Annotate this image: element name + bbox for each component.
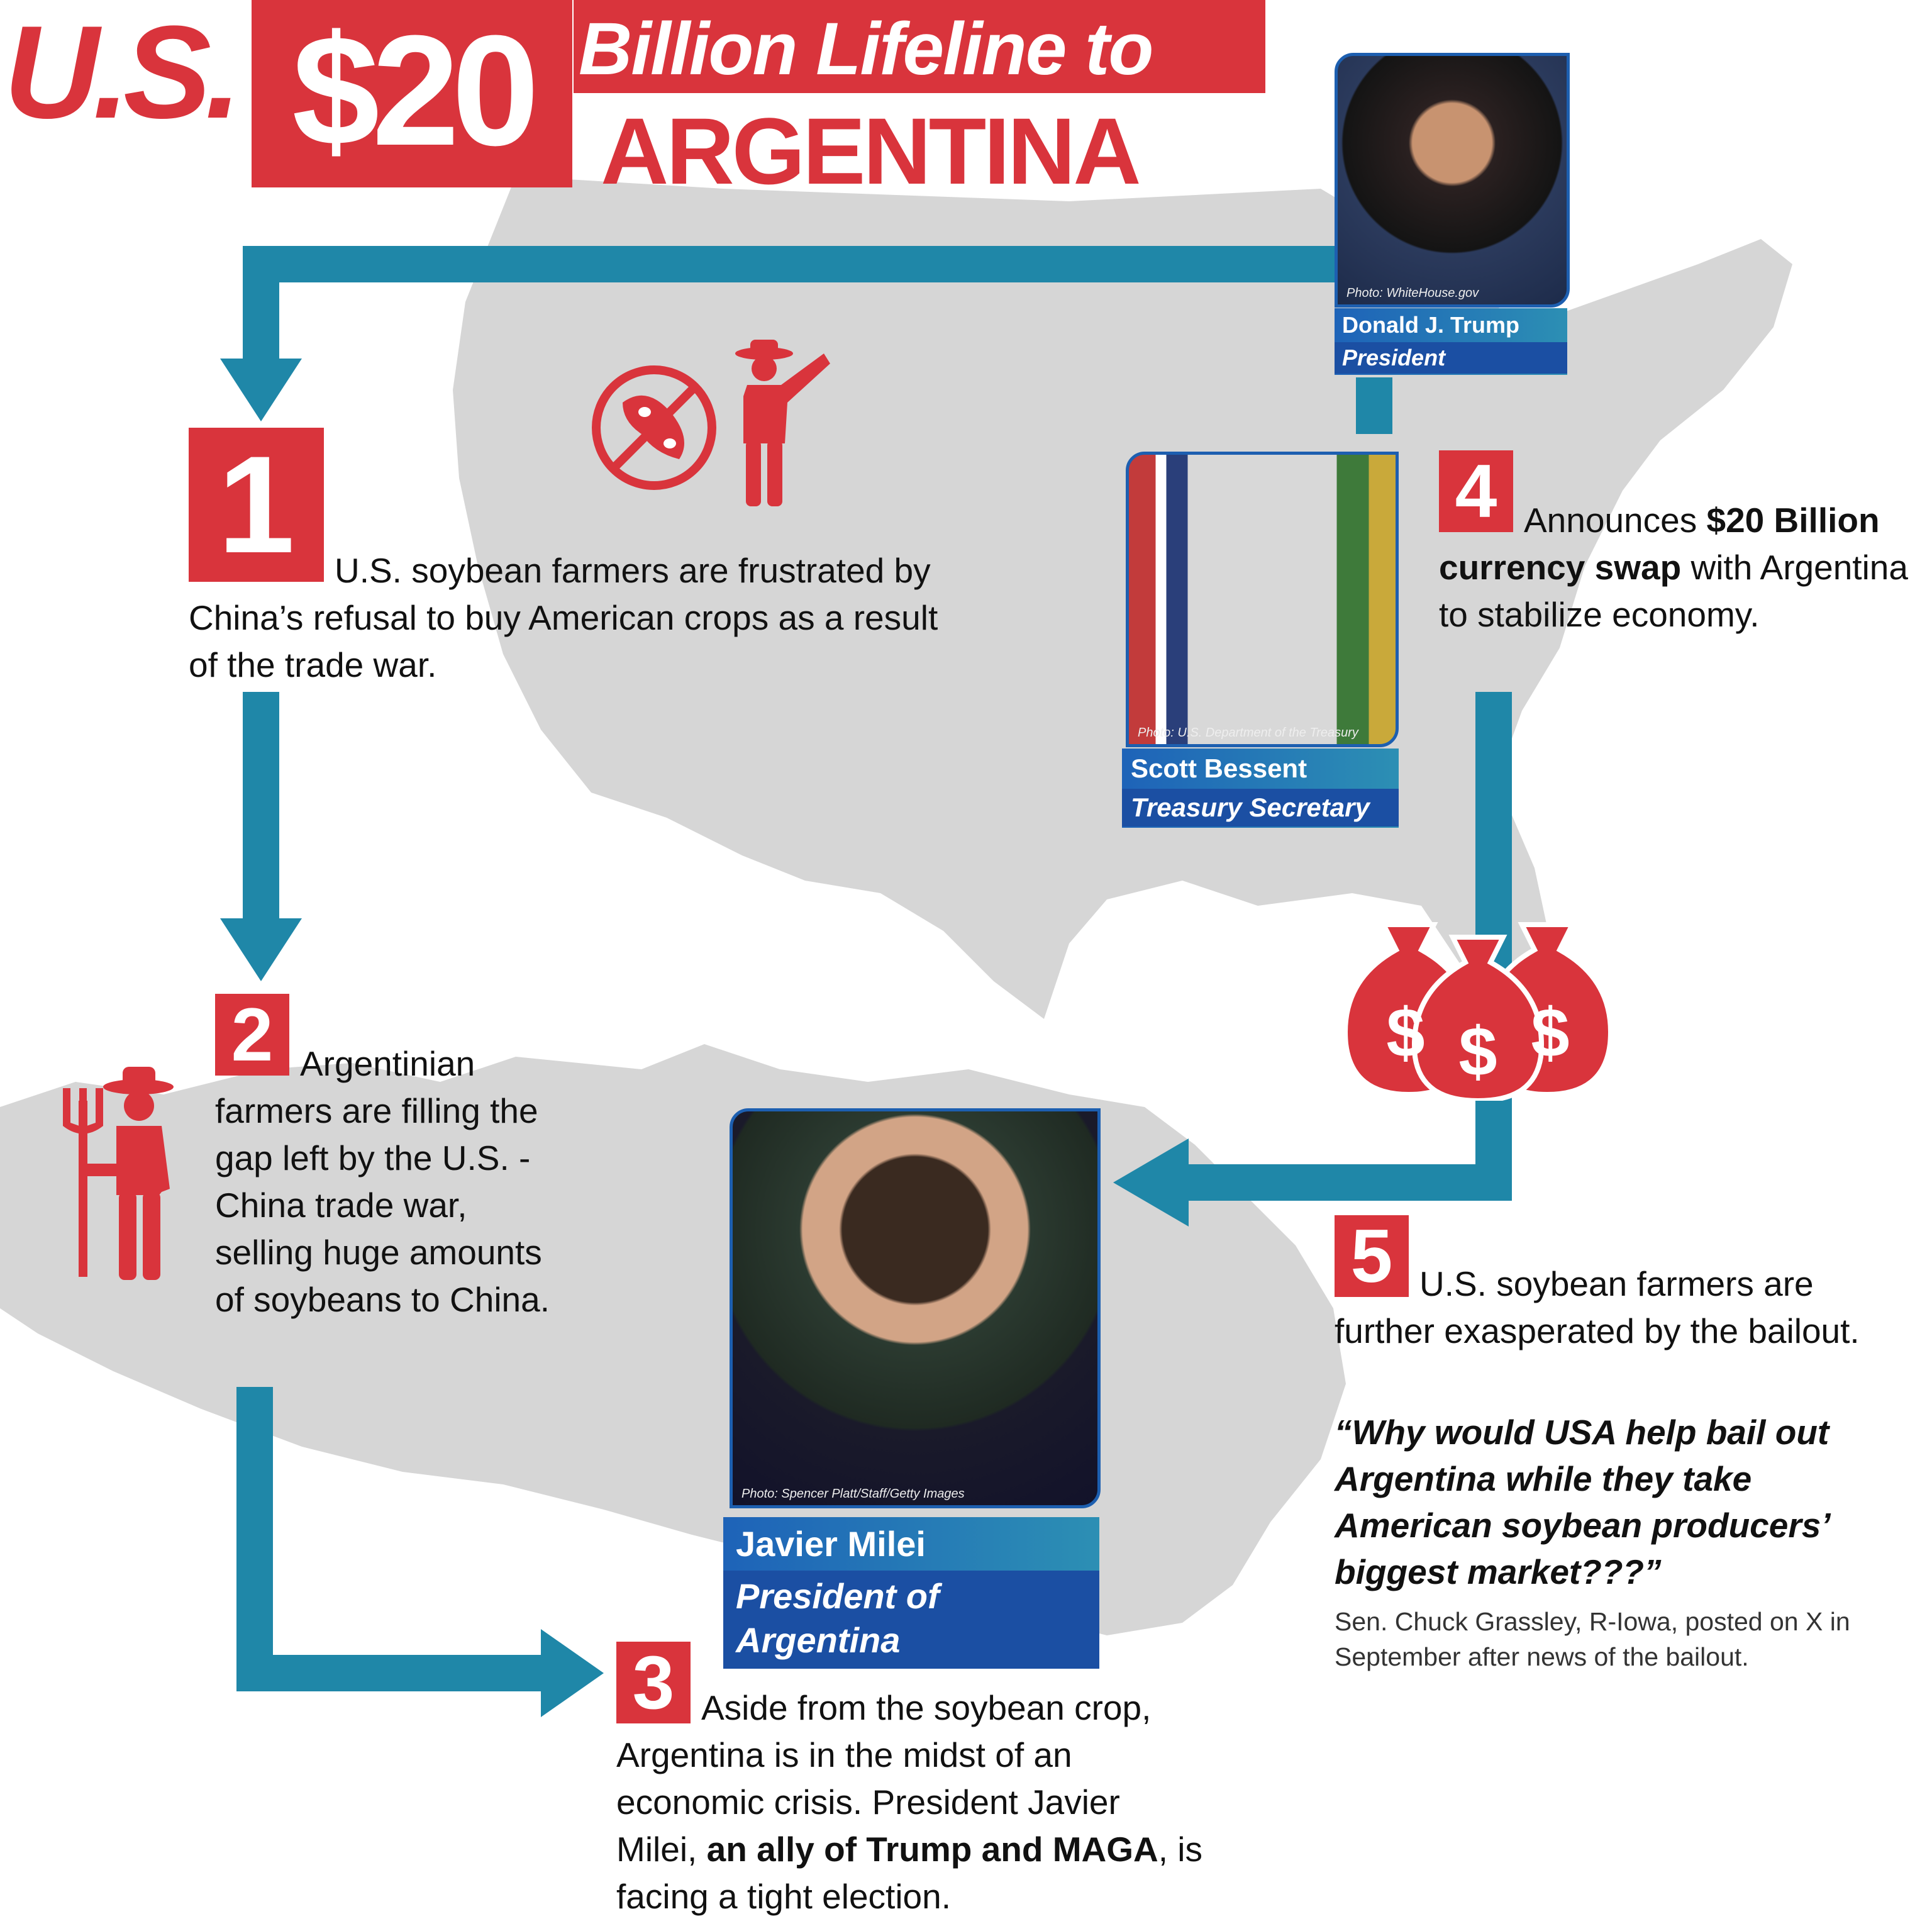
step3-wrap [616, 1684, 1208, 1920]
trump-photo-credit: Photo: WhiteHouse.gov [1346, 286, 1479, 300]
pitchfork-farmer-icon [60, 1063, 179, 1283]
step5-wrap [1335, 1260, 1869, 1355]
step3-text-end: , is facing a tight election. [616, 1830, 1203, 1916]
header-line2: ARGENTINA [601, 98, 1139, 204]
step4-text-a: Announces [1524, 501, 1707, 540]
step1-number-box: 1 [189, 428, 324, 582]
trump-name: Donald J. Trump [1342, 312, 1520, 338]
header-us: U.S. [4, 0, 236, 146]
bessent-photo-credit: Photo: U.S. Department of the Treasury [1138, 726, 1358, 740]
step4-wrap [1439, 497, 1929, 638]
milei-photo-credit: Photo: Spencer Platt/Staff/Getty Images [741, 1487, 965, 1501]
money-bags-icon [1340, 912, 1616, 1101]
no-soybean-icon [585, 359, 723, 497]
step4-paragraph [1439, 497, 1929, 638]
step1-text: U.S. soybean farmers are frustrated by China’s refusal to buy American crops as a result of the trade war. [189, 551, 938, 684]
trump-title: President [1335, 342, 1567, 374]
step3-text-bold: an ally of Trump and MAGA [706, 1830, 1158, 1869]
step2-text: Argentinian farmers are filling the gap left by the U.S. - China trade war, selling huge amounts of soybeans to China. [215, 1044, 550, 1319]
header-amount: $20 [292, 3, 532, 178]
svg-text:$: $ [1458, 1013, 1497, 1091]
step4-text-bold: $20 Billion currency swap [1439, 501, 1880, 587]
step5-text: U.S. soybean farmers are further exasperated by the bailout. [1335, 1264, 1860, 1350]
pointing-farmer-icon [730, 340, 830, 509]
step2-number-box: 2 [215, 994, 289, 1076]
milei-photo [730, 1108, 1101, 1508]
step4-text-b: with Argentina to stabilize economy. [1439, 548, 1908, 634]
step4-number-box: 4 [1439, 450, 1513, 532]
milei-caption [723, 1517, 1099, 1664]
step1-text-line1-wrap [189, 547, 975, 689]
bessent-photo [1126, 452, 1399, 747]
bessent-name: Scott Bessent [1131, 754, 1307, 783]
step3-number-box: 3 [616, 1642, 691, 1723]
china-map-silhouette [0, 1044, 1346, 1635]
step3-text: Aside from the soybean crop, Argentina is in the midst of an economic crisis. President Javier Milei, [616, 1688, 1152, 1869]
bessent-caption [1122, 748, 1399, 828]
step3-paragraph [616, 1684, 1208, 1920]
step5-number-box: 5 [1335, 1215, 1409, 1297]
trump-photo [1335, 53, 1570, 308]
header-line1: Billion Lifeline to [579, 8, 1153, 91]
milei-name: Javier Milei [736, 1524, 926, 1564]
trump-caption [1335, 308, 1567, 375]
step2-wrap [215, 1040, 567, 1323]
svg-text:$: $ [1531, 994, 1570, 1072]
bessent-title: Treasury Secretary [1122, 789, 1399, 826]
svg-text:$: $ [1386, 994, 1425, 1072]
milei-title: President of Argentina [723, 1571, 1099, 1669]
quote-attribution: Sen. Chuck Grassley, R-Iowa, posted on X in September after news of the bailout. [1335, 1607, 1850, 1671]
grassley-quote: “Why would USA help bail out Argentina while they take American soybean producers’ biggest market???” [1335, 1413, 1829, 1591]
